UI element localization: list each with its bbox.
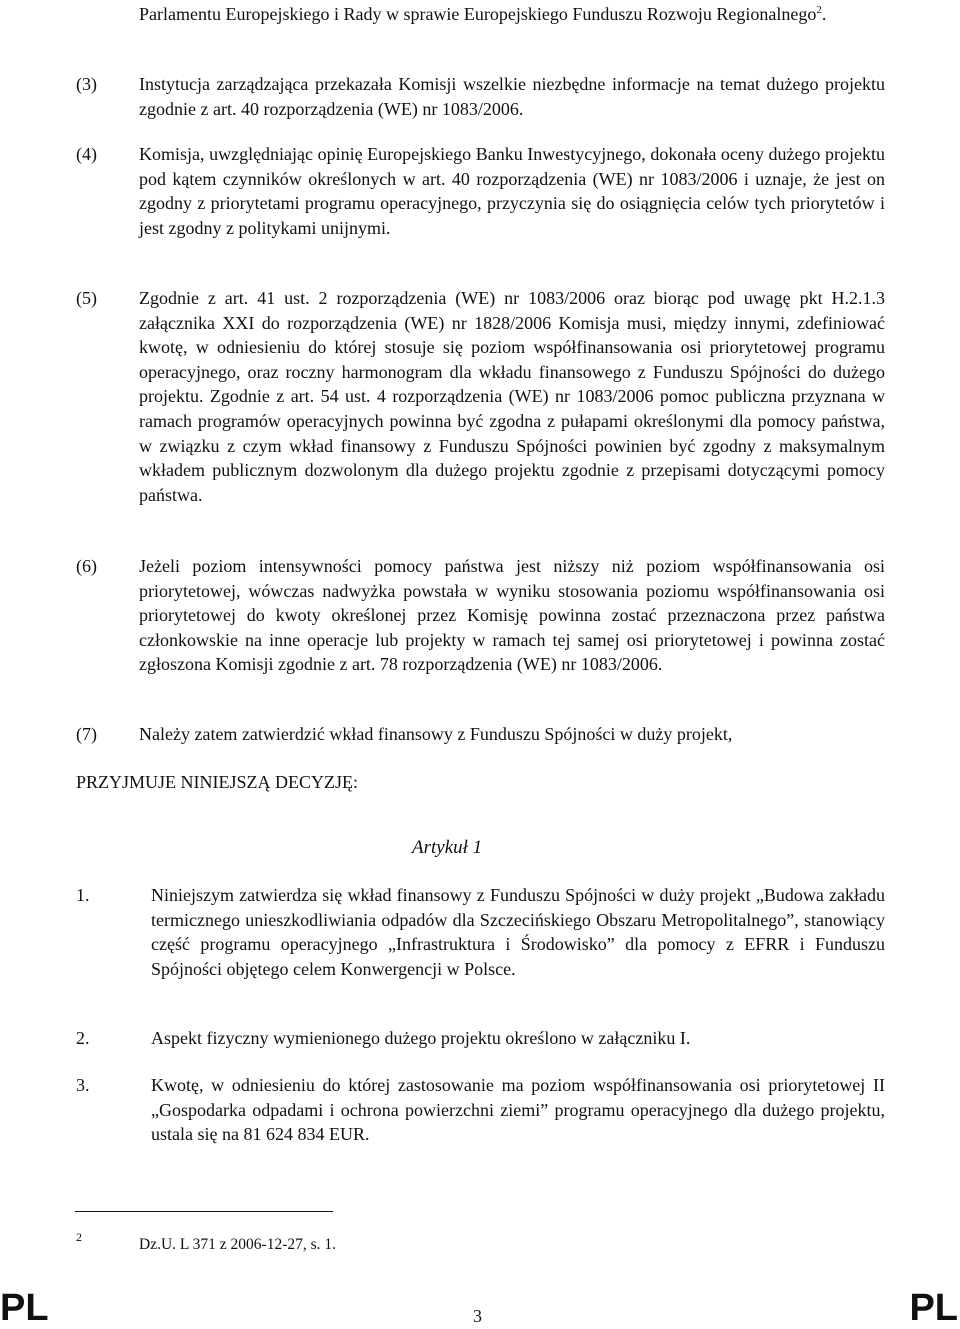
recital-number: (3) [76, 74, 97, 94]
language-code-left: PL [0, 1287, 49, 1329]
recital-text: Instytucja zarządzająca przekazała Komisji wszelkie niezbędne informacje na temat dużego projektu zgodnie z art. 40 rozporządzenia (WE) nr 1083/2006. [139, 74, 885, 119]
language-code-right: PL [909, 1287, 958, 1329]
point-text: Aspekt fizyczny wymienionego dużego projektu określono w załączniku I. [151, 1028, 691, 1048]
recital-number: (6) [76, 556, 97, 576]
recital-number: (7) [76, 724, 97, 744]
footnote-separator [75, 1211, 333, 1212]
footnote-text: Dz.U. L 371 z 2006-12-27, s. 1. [139, 1236, 337, 1253]
decision-heading: PRZYJMUJE NINIEJSZĄ DECYZJĘ: [76, 772, 359, 792]
point-text: Niniejszym zatwierdza się wkład finansowy z Funduszu Spójności w duży projekt „Budowa zakładu termicznego unieszkodliwiania odpadów dla Szczecińskiego Obszaru Metropolitalnego”, stanowiący część programu operacyjnego „Infrastruktura i Środowisko” dla pomocy z EFRR i Funduszu Spójności objętego celem Konwergencji w Polsce. [151, 885, 885, 979]
point-number: 2. [76, 1028, 90, 1048]
point-text: Kwotę, w odniesieniu do której zastosowanie ma poziom współfinansowania osi priorytetowej II „Gospodarka odpadami i ochrona powierzchni ziemi” programu operacyjnego dla dużego projektu, ustala się na 81 624 834 EUR. [151, 1075, 885, 1145]
recital-text: Należy zatem zatwierdzić wkład finansowy z Funduszu Spójności w duży projekt, [139, 724, 733, 744]
page-number: 3 [473, 1306, 482, 1326]
recital-number: (4) [76, 144, 97, 164]
point-number: 3. [76, 1075, 90, 1095]
intro-paragraph: Parlamentu Europejskiego i Rady w sprawie Europejskiego Funduszu Rozwoju Regionalnego$^2$. [139, 4, 827, 24]
footnote-mark: 2 [76, 1230, 82, 1244]
footnote-reference: 2 [816, 4, 822, 16]
recital-text: Jeżeli poziom intensywności pomocy państwa jest niższy niż poziom współfinansowania osi priorytetowej, wówczas nadwyżka powstała w wyniku stosowania poziomu współfinansowania osi priorytetowej do kwoty określonej przez Komisję powinna zostać przeznaczona przez państwa członkowskie na inne operacje lub projekty w ramach tej samej osi priorytetowej i powinna zostać zgłoszona Komisji zgodnie z art. 78 rozporządzenia (WE) nr 1083/2006. [139, 556, 885, 675]
recital-number: (5) [76, 288, 97, 308]
point-number: 1. [76, 885, 90, 905]
recital-text: Komisja, uwzględniając opinię Europejskiego Banku Inwestycyjnego, dokonała oceny dużego projektu pod kątem czynników określonych w art. 40 rozporządzenia (WE) nr 1083/2006 i uznaje, że jest on zgodny z priorytetami programu operacyjnego, przyczynia się do osiągnięcia celów tych priorytetów i jest zgodny z politykami unijnymi. [139, 144, 885, 238]
recital-text: Zgodnie z art. 41 ust. 2 rozporządzenia (WE) nr 1083/2006 oraz biorąc pod uwagę pkt H.2.1.3 załącznika XXI do rozporządzenia (WE) nr 1828/2006 Komisja musi, między innymi, zdefiniować kwotę, w odniesieniu do której stosuje się poziom współfinansowania osi priorytetowej programu operacyjnego, oraz roczny harmonogram dla wkładu finansowego z Funduszu Spójności do dużego projektu. Zgodnie z art. 54 ust. 4 rozporządzenia (WE) nr 1083/2006 pomoc publiczna przyznana w ramach programów operacyjnych powinna być zgodna z pułapami określonymi dla pomocy państwa, w związku z czym wkład finansowy z Funduszu Spójności powinien być zgodny z maksymalnym wkładem publicznym dozwolonym dla dużego projektu zgodnie z przepisami dotyczącymi pomocy państwa. [139, 288, 885, 505]
article-title: Artykuł 1 [412, 837, 483, 858]
